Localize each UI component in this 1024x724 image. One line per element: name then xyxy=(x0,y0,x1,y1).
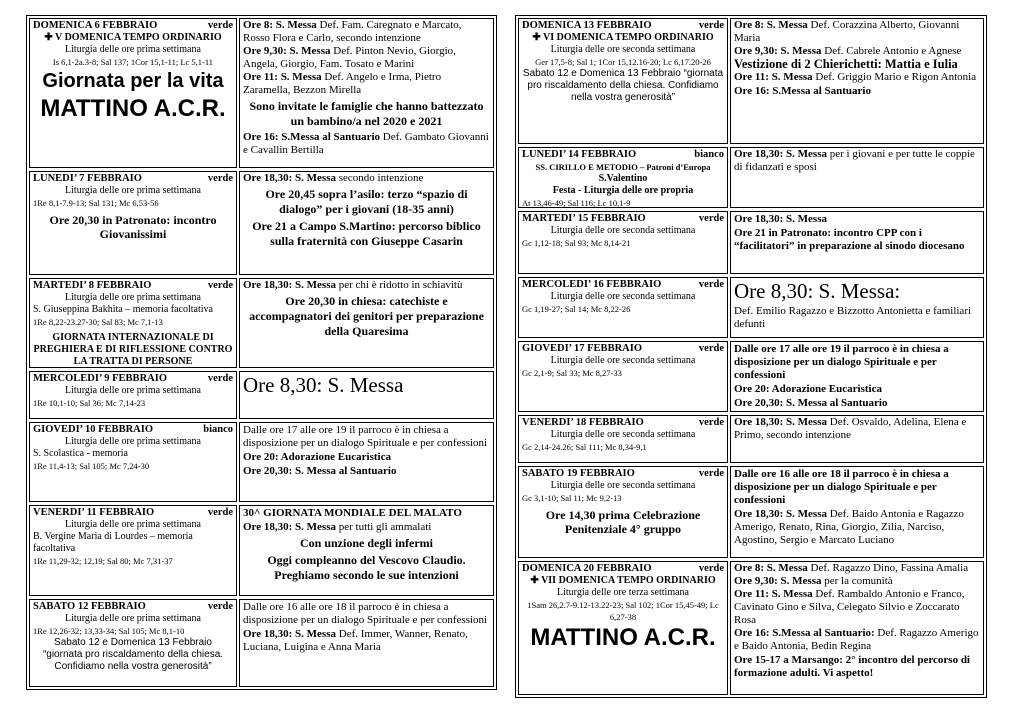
readings: 1Sam 26,2.7-9.12-13.22-23; Sal 102; 1Cor 15,45-49; Lc 6,27-38 xyxy=(527,600,719,622)
day-info-cell xyxy=(518,18,728,144)
day-header xyxy=(522,279,724,291)
entry-bold: Ore 20,30: S. Messa al Santuario xyxy=(734,397,888,409)
day-name: LUNEDI’ 7 FEBBRAIO xyxy=(33,173,142,184)
sunday-title xyxy=(522,32,724,44)
memorial: S. Giuseppina Bakhita – memoria facoltativa xyxy=(33,304,213,315)
entry-text: Def. Emilio Ragazzo e Bizzotto Antonietta e familiari defunti xyxy=(734,305,972,330)
schedule-entry xyxy=(734,148,980,174)
notice: Sabato 12 e Domenica 13 Febbraio “giornata pro riscaldamento della chiesa. Confidiamo nella vostra generosità” xyxy=(522,68,724,103)
entry-time: Ore 16: xyxy=(734,627,770,639)
day-note: GIORNATA INTERNAZIONALE DI PREGHIERA E DI RIFLESSIONE CONTRO LA TRATTA DI PERSONE xyxy=(33,332,233,367)
schedule-entry xyxy=(243,424,490,450)
liturgy-week: Liturgia delle ore seconda settimana xyxy=(550,291,696,302)
entry-rite: S. Messa xyxy=(766,19,808,31)
readings: Is 6,1-2a.3-8; Sal 137; 1Cor 15,1-11; Lc 5,1-11 xyxy=(52,57,214,67)
right-panel xyxy=(515,15,987,698)
schedule-entry xyxy=(243,553,490,583)
entry-bold: Ore 20: Adorazione Eucaristica xyxy=(734,383,882,395)
day-row xyxy=(29,599,494,687)
notice: Sabato 12 e Domenica 13 Febbraio “giornata pro riscaldamento della chiesa. Confidiamo nella vostra generosità” xyxy=(42,637,224,672)
schedule-entry xyxy=(734,654,980,680)
entry-bold: Ore 20,30: S. Messa al Santuario xyxy=(243,465,397,477)
entry-bold: Dalle ore 16 alle ore 18 il parroco è in chiesa a disposizione per un dialogo Spirituale e per confessioni xyxy=(734,468,949,506)
sunday-name: VII DOMENICA TEMPO ORDINARIO xyxy=(541,575,716,586)
entry-bold: 30^ GIORNATA MONDIALE DEL MALATO xyxy=(243,507,462,519)
sunday-title xyxy=(33,32,233,44)
schedule-entry xyxy=(243,628,490,654)
entry-highlight: Vestizione di 2 Chierichetti: Mattia e Iulia xyxy=(734,57,958,71)
entry-rite: S.Messa al Santuario: xyxy=(772,627,875,639)
schedule-cell xyxy=(730,561,984,695)
entry-text: Def. Immer, Wanner, Renato, Luciana, Luigina e Anna Maria xyxy=(243,628,468,653)
entry-time: Ore 18,30: xyxy=(243,628,293,640)
schedule-cell xyxy=(730,341,984,412)
entry-time: Ore 9,30: xyxy=(734,575,778,587)
entry-highlight: Sono invitate le famiglie che hanno battezzato un bambino/a nel 2020 e 2021 xyxy=(249,99,484,128)
entry-text: Def. Corazzina Alberto, Giovanni Maria xyxy=(734,19,960,44)
entry-time: Ore 11: xyxy=(734,588,769,600)
saint: S.Valentino xyxy=(598,173,648,184)
day-header xyxy=(522,468,724,480)
liturgy-week: Liturgia delle ore prima settimana xyxy=(65,436,201,447)
day-name: SABATO 19 FEBBRAIO xyxy=(522,468,635,479)
day-theme: Giornata per la vita xyxy=(42,70,224,92)
day-header xyxy=(522,563,724,575)
cross-icon: ✚ xyxy=(44,32,56,43)
schedule-entry xyxy=(734,383,980,396)
schedule-entry xyxy=(243,294,490,339)
schedule-entry xyxy=(734,85,980,98)
schedule-entry xyxy=(243,451,490,464)
entry-time: Ore 18,30: xyxy=(243,521,293,533)
entry-bold: Ore 21 in Patronato: incontro CPP con i “facilitatori” in preparazione al sinodo diocesano xyxy=(734,227,965,252)
acr-banner: MATTINO A.C.R. xyxy=(530,624,716,651)
entry-text: Def. Cabrele Antonio e Agnese xyxy=(821,45,962,57)
entry-bold: Ore 20: Adorazione Eucaristica xyxy=(243,451,391,463)
schedule-entry xyxy=(734,19,980,45)
entry-time: Ore 18,30: xyxy=(734,148,784,160)
entry-text: Dalle ore 16 alle ore 18 il parroco è in chiesa a disposizione per un dialogo Spirituale e per confessioni xyxy=(243,601,488,626)
day-row xyxy=(29,18,494,168)
liturgical-color: verde xyxy=(698,563,724,574)
day-row xyxy=(518,277,984,338)
schedule-entry xyxy=(734,227,980,253)
liturgical-color: verde xyxy=(207,601,233,612)
acr-banner: MATTINO A.C.R. xyxy=(40,95,226,122)
liturgical-color: bianco xyxy=(203,424,233,435)
day-note: Ore 20,30 in Patronato: incontro Giovanissimi xyxy=(49,213,217,241)
entry-bold: Ore 16: S.Messa al Santuario xyxy=(734,85,871,97)
entry-time: Ore 8: xyxy=(243,19,274,31)
day-name: VENERDI’ 18 FEBBRAIO xyxy=(522,417,644,428)
schedule-entry xyxy=(734,468,980,507)
entry-text: secondo intenzione xyxy=(336,172,424,184)
entry-time: Ore 9,30: xyxy=(734,45,778,57)
day-name: VENERDI’ 11 FEBBRAIO xyxy=(33,507,155,518)
entry-bold: Dalle ore 17 alle ore 19 il parroco è in chiesa a disposizione per un dialogo Spirituale e per confessioni xyxy=(734,343,949,381)
schedule-cell xyxy=(239,171,494,275)
day-row xyxy=(518,18,984,144)
day-name: SABATO 12 FEBBRAIO xyxy=(33,601,146,612)
day-header xyxy=(33,373,233,385)
entry-text: Dalle ore 17 alle ore 19 il parroco è in chiesa a disposizione per un dialogo Spirituale e per confessioni xyxy=(243,424,488,449)
entry-rite: S. Messa xyxy=(786,416,827,428)
entry-text: Def. Ragazzo Dino, Fassina Amalia xyxy=(807,562,969,574)
schedule-entry xyxy=(243,71,490,97)
schedule-cell xyxy=(239,422,494,502)
entry-time: Ore 18,30: xyxy=(243,172,293,184)
readings: Gc 1,19-27; Sal 14; Mc 8,22-26 xyxy=(522,304,631,314)
schedule-entry xyxy=(734,588,980,627)
liturgical-color: verde xyxy=(698,213,724,224)
day-header xyxy=(33,280,233,292)
entry-text: per tutti gli ammalati xyxy=(336,521,432,533)
liturgical-color: bianco xyxy=(694,149,724,160)
day-row xyxy=(29,278,494,368)
day-header xyxy=(33,601,233,613)
day-info-cell xyxy=(518,341,728,412)
day-row xyxy=(29,422,494,502)
entry-text: Def. Rambaldo Antonio e Franco, Cavinato Gino e Silva, Celegato Silvio e Zoccarato Rosa xyxy=(734,588,965,626)
day-name: GIOVEDI’ 10 FEBBRAIO xyxy=(33,424,153,435)
schedule-cell xyxy=(239,599,494,687)
day-header xyxy=(33,424,233,436)
schedule-entry xyxy=(243,99,490,129)
schedule-cell xyxy=(730,466,984,558)
schedule-cell xyxy=(239,371,494,419)
day-header xyxy=(33,20,233,32)
schedule-entry xyxy=(734,627,980,653)
day-row xyxy=(29,371,494,419)
entry-text: Def. Ragazzo Amerigo e Baido Antonia, Bedin Regina xyxy=(734,627,979,652)
sunday-title xyxy=(522,575,724,587)
day-name: MARTEDI’ 15 FEBBRAIO xyxy=(522,213,646,224)
day-header xyxy=(522,417,724,429)
day-name: MERCOLEDI’ 16 FEBBRAIO xyxy=(522,279,662,290)
schedule-cell xyxy=(730,18,984,144)
schedule-entry xyxy=(734,58,980,71)
entry-time: Ore 8: xyxy=(734,562,765,574)
entry-text: Def. Angelo e Irma, Pietro Zaramella, Bezzon Mirella xyxy=(243,71,442,96)
day-info-cell xyxy=(29,278,237,368)
day-info-cell xyxy=(518,277,728,338)
liturgy-week: Liturgia delle ore prima settimana xyxy=(65,613,201,624)
day-note: Ore 14,30 prima Celebrazione Penitenziale 4° gruppo xyxy=(545,508,701,536)
entry-text: Def. Pinton Nevio, Giorgio, Angela, Giorgio, Fam. Tosato e Marini xyxy=(243,45,456,70)
liturgy-week: Liturgia delle ore seconda settimana xyxy=(550,44,696,55)
entry-rite: S. Messa xyxy=(295,628,336,640)
day-info-cell xyxy=(29,505,237,596)
day-row xyxy=(518,415,984,463)
liturgy-week: Liturgia delle ore prima settimana xyxy=(65,185,201,196)
entry-highlight: Con unzione degli infermi xyxy=(299,536,433,550)
schedule-entry xyxy=(734,416,980,442)
day-info-cell xyxy=(518,561,728,695)
day-row xyxy=(518,211,984,274)
mass-time-large: Ore 8,30: S. Messa: xyxy=(734,279,901,303)
entry-text: per chi è ridotto in schiavitù xyxy=(336,279,463,291)
schedule-entry xyxy=(734,343,980,382)
day-name: DOMENICA 6 FEBBRAIO xyxy=(33,20,158,31)
day-header xyxy=(522,213,724,225)
liturgical-color: verde xyxy=(698,279,724,290)
entry-rite: S. Messa xyxy=(780,45,822,57)
liturgical-color: verde xyxy=(698,343,724,354)
schedule-entry xyxy=(734,71,980,84)
schedule-entry xyxy=(734,213,980,226)
schedule-entry xyxy=(734,305,980,331)
liturgy-week: Liturgia delle ore seconda settimana xyxy=(550,355,696,366)
day-info-cell xyxy=(29,371,237,419)
schedule-cell xyxy=(239,278,494,368)
entry-highlight: Oggi compleanno del Vescovo Claudio. Preghiamo secondo le sue intenzioni xyxy=(267,553,466,582)
mass-time-large: Ore 8,30: S. Messa xyxy=(243,373,404,397)
day-info-cell xyxy=(29,171,237,275)
entry-rite: S.Messa al Santuario xyxy=(281,131,381,143)
entry-time: Ore 16: xyxy=(243,131,279,143)
liturgical-color: verde xyxy=(207,507,233,518)
schedule-cell xyxy=(730,147,984,208)
schedule-entry xyxy=(734,575,980,588)
day-row xyxy=(518,561,984,695)
schedule-entry xyxy=(243,507,490,520)
entry-text: per la comunità xyxy=(821,575,893,587)
day-info-cell xyxy=(518,415,728,463)
schedule-entry xyxy=(734,397,980,410)
day-info-cell xyxy=(29,599,237,687)
entry-time: Ore 18,30: xyxy=(734,508,784,520)
entry-rite: S. Messa xyxy=(766,562,808,574)
day-info-cell xyxy=(518,211,728,274)
entry-highlight: Ore 21 a Campo S.Martino: percorso biblico sulla fraternità con Giuseppe Casarin xyxy=(252,219,481,248)
cross-icon: ✚ xyxy=(530,575,542,586)
memorial: SS. CIRILLO E METODIO – Patroni d’Europa xyxy=(535,162,711,172)
day-name: MARTEDI’ 8 FEBBRAIO xyxy=(33,280,152,291)
readings: Gc 3,1-10; Sal 11; Mc 9,2-13 xyxy=(522,493,622,503)
schedule-entry xyxy=(243,45,490,71)
readings: Gc 1,12-18; Sal 93; Mc 8,14-21 xyxy=(522,238,631,248)
left-panel xyxy=(26,15,497,690)
entry-text: Def. Fam. Caregnato e Marcato, Rosso Flora e Carlo, secondo intenzione xyxy=(243,19,462,44)
schedule-cell xyxy=(239,505,494,596)
readings: 1Re 8,22-23.27-30; Sal 83; Mc 7,1-13 xyxy=(33,317,163,327)
sunday-name: VI DOMENICA TEMPO ORDINARIO xyxy=(543,32,714,43)
sunday-name: V DOMENICA TEMPO ORDINARIO xyxy=(55,32,222,43)
readings: 1Re 8,1-7.9-13; Sal 131; Mc 6,53-56 xyxy=(33,198,159,208)
readings: Ger 17,5-8; Sal 1; 1Cor 15,12.16-20; Lc 6,17.20-26 xyxy=(535,57,711,67)
day-header xyxy=(522,149,724,161)
readings: 1Re 10,1-10; Sal 36; Mc 7,14-23 xyxy=(33,398,146,408)
day-info-cell xyxy=(518,466,728,558)
entry-time: Ore 18,30: xyxy=(734,416,784,428)
entry-rite: S. Messa xyxy=(295,279,336,291)
entry-text: Def. Baido Antonia e Ragazzo Amerigo, Renato, Rina, Giorgio, Zilia, Narciso, Agostino, Sergio e Marcato Luciano xyxy=(734,508,964,546)
day-header xyxy=(522,343,724,355)
liturgical-color: verde xyxy=(207,373,233,384)
entry-time: Ore 8: xyxy=(734,19,765,31)
liturgical-color: verde xyxy=(698,20,724,31)
entry-rite: S. Messa xyxy=(771,71,813,83)
schedule-cell xyxy=(730,211,984,274)
readings: Gc 2,1-9; Sal 33; Mc 8,27-33 xyxy=(522,368,622,378)
schedule-entry xyxy=(243,536,490,551)
liturgical-color: verde xyxy=(207,280,233,291)
liturgical-color: verde xyxy=(698,417,724,428)
entry-rite: S. Messa xyxy=(275,19,317,31)
liturgy-week: Liturgia delle ore seconda settimana xyxy=(550,225,696,236)
liturgy-week: Liturgia delle ore seconda settimana xyxy=(550,480,696,491)
liturgy-week: Liturgia delle ore terza settimana xyxy=(557,587,689,598)
entry-highlight: Ore 20,30 in chiesa: catechiste e accompagnatori dei genitori per preparazione della Quaresima xyxy=(249,294,484,338)
schedule-entry xyxy=(243,521,490,534)
day-name: MERCOLEDI’ 9 FEBBRAIO xyxy=(33,373,167,384)
cross-icon: ✚ xyxy=(532,32,544,43)
schedule-entry xyxy=(243,279,490,292)
entry-text: per i giovani e per tutte le coppie di fidanzati e sposi xyxy=(734,148,975,173)
memorial: B. Vergine Maria di Lourdes – memoria facoltativa xyxy=(33,531,193,554)
day-header xyxy=(33,507,233,519)
schedule-entry xyxy=(243,187,490,217)
readings: Gc 2,14-24.26; Sal 111; Mc 8,34-9,1 xyxy=(522,442,647,452)
day-info-cell xyxy=(29,18,237,168)
liturgical-color: verde xyxy=(207,20,233,31)
entry-bold: Ore 15-17 a Marsango: 2° incontro del percorso di formazione adulti. Vi aspetto! xyxy=(734,654,970,679)
day-info-cell xyxy=(29,422,237,502)
readings: 1Re 11,4-13; Sal 105; Mc 7,24-30 xyxy=(33,461,150,471)
entry-rite: S. Messa xyxy=(786,148,827,160)
entry-rite: S. Messa xyxy=(780,575,822,587)
readings: 1Re 12,26-32; 13,33-34; Sal 105; Mc 8,1-10 xyxy=(33,626,185,636)
memorial: S. Scolastica - memoria xyxy=(33,448,128,459)
schedule-entry xyxy=(243,131,490,157)
liturgy-week: Liturgia delle ore seconda settimana xyxy=(550,429,696,440)
liturgy-week: Liturgia delle ore prima settimana xyxy=(65,292,201,303)
day-header xyxy=(522,20,724,32)
day-row xyxy=(29,505,494,596)
schedule-entry xyxy=(734,562,980,575)
schedule-entry xyxy=(243,172,490,185)
entry-rite: S. Messa xyxy=(295,521,336,533)
entry-text: Def. Gambato Giovanni e Cavallin Bertilla xyxy=(243,131,489,156)
schedule-cell xyxy=(730,415,984,463)
entry-rite: S. Messa xyxy=(786,508,827,520)
schedule-entry xyxy=(243,601,490,627)
day-info-cell xyxy=(518,147,728,208)
entry-rite: S. Messa xyxy=(289,45,331,57)
entry-text: Def. Osvaldo, Adelina, Elena e Primo, secondo intenzione xyxy=(734,416,967,441)
day-row xyxy=(518,147,984,208)
schedule-cell xyxy=(239,18,494,168)
entry-time: Ore 11: xyxy=(734,71,769,83)
liturgy-week: Liturgia delle ore prima settimana xyxy=(65,385,201,396)
entry-time: Ore 9,30: xyxy=(243,45,287,57)
schedule-entry xyxy=(243,219,490,249)
day-name: GIOVEDI’ 17 FEBBRAIO xyxy=(522,343,642,354)
entry-highlight: Ore 20,45 sopra l’asilo: terzo “spazio di dialogo” per i giovani (18-35 anni) xyxy=(265,187,468,216)
day-row xyxy=(518,466,984,558)
liturgical-color: verde xyxy=(207,173,233,184)
entry-rite: S. Messa xyxy=(295,172,336,184)
day-name: DOMENICA 20 FEBBRAIO xyxy=(522,563,652,574)
feast: Festa - Liturgia delle ore propria xyxy=(552,185,694,196)
liturgical-color: verde xyxy=(698,468,724,479)
liturgy-week: Liturgia delle ore prima settimana xyxy=(65,519,201,530)
schedule-entry xyxy=(243,465,490,478)
schedule-entry xyxy=(734,508,980,547)
day-header xyxy=(33,173,233,185)
entry-bold: Ore 18,30: S. Messa xyxy=(734,213,827,225)
liturgy-week: Liturgia delle ore prima settimana xyxy=(65,44,201,55)
schedule-entry xyxy=(243,19,490,45)
entry-rite: S. Messa xyxy=(280,71,322,83)
schedule-cell xyxy=(730,277,984,338)
day-row xyxy=(518,341,984,412)
entry-time: Ore 11: xyxy=(243,71,278,83)
day-row xyxy=(29,171,494,275)
day-name: DOMENICA 13 FEBBRAIO xyxy=(522,20,652,31)
entry-text: Def. Griggio Mario e Rigon Antonia xyxy=(812,71,977,83)
entry-rite: S. Messa xyxy=(771,588,813,600)
day-name: LUNEDI’ 14 FEBBRAIO xyxy=(522,149,637,160)
readings: At 13,46-49; Sal 116; Lc 10,1-9 xyxy=(522,198,631,208)
entry-time: Ore 18,30: xyxy=(243,279,293,291)
readings: 1Re 11,29-32; 12,19; Sal 80; Mc 7,31-37 xyxy=(33,556,173,566)
